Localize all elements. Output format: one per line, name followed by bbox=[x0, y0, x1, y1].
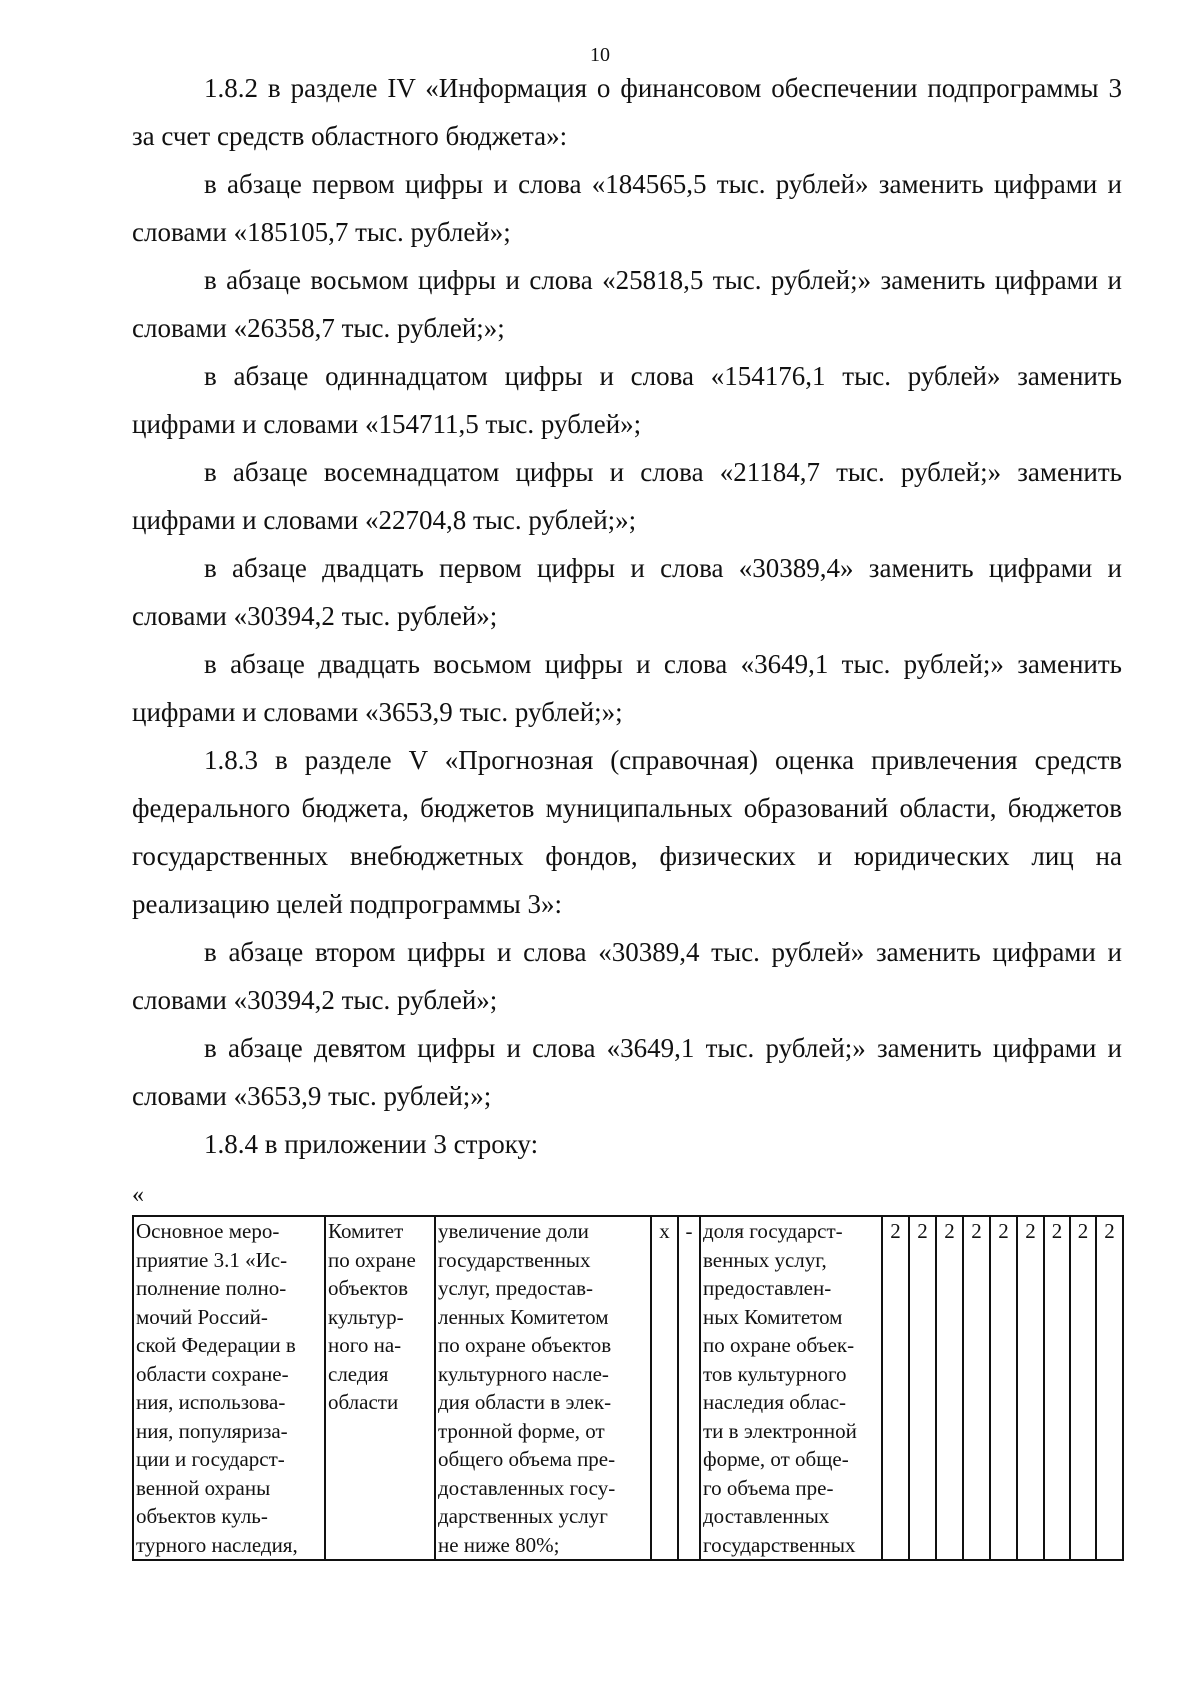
dash-cell: - bbox=[678, 1216, 700, 1560]
page-number: 10 bbox=[590, 44, 610, 66]
opening-quote: « bbox=[132, 1182, 144, 1208]
year-value-cell: 2 bbox=[990, 1216, 1017, 1560]
year-value-cell: 2 bbox=[963, 1216, 990, 1560]
paragraph-abzac-28: в абзаце двадцать восьмом цифры и слова «3649,1 тыс. рублей;» заменить цифрами и словами «3653,9 тыс. рублей;»; bbox=[132, 649, 1122, 727]
table-row bbox=[133, 1216, 1123, 1560]
year-value-cell: 2 bbox=[1096, 1216, 1123, 1560]
paragraph-1-8-4: 1.8.4 в приложении 3 строку: bbox=[204, 1129, 539, 1159]
paragraph-1-8-2: 1.8.2 в разделе IV «Информация о финансовом обеспечении подпрограммы 3 за счет средств областного бюджета»: bbox=[132, 73, 1122, 151]
paragraph-abzac-21: в абзаце двадцать первом цифры и слова «30389,4» заменить цифрами и словами «30394,2 тыс. рублей»; bbox=[132, 553, 1122, 631]
year-value-cell: 2 bbox=[909, 1216, 936, 1560]
paragraph-abzac-2: в абзаце втором цифры и слова «30389,4 тыс. рублей» заменить цифрами и словами «30394,2 тыс. рублей»; bbox=[132, 937, 1122, 1015]
paragraph-abzac-18: в абзаце восемнадцатом цифры и слова «21184,7 тыс. рублей;» заменить цифрами и словами «22704,8 тыс. рублей;»; bbox=[132, 457, 1122, 535]
paragraph-abzac-1: в абзаце первом цифры и слова «184565,5 тыс. рублей» заменить цифрами и словами «185105,7 тыс. рублей»; bbox=[132, 169, 1122, 247]
x-cell: х bbox=[651, 1216, 678, 1560]
paragraph-1-8-3: 1.8.3 в разделе V «Прогнозная (справочная) оценка привлечения средств федерального бюджета, бюджетов муниципальных образований области, бюджетов государственных внебюджетных фондов, физических и юридических лиц на реализацию целей подпрограммы 3»: bbox=[132, 745, 1122, 919]
paragraph-abzac-9: в абзаце девятом цифры и слова «3649,1 тыс. рублей;» заменить цифрами и словами «3653,9 тыс. рублей;»; bbox=[132, 1033, 1122, 1111]
expected-result-cell: увеличение доли государственных услуг, предостав- ленных Комитетом по охране объектов культурного насле- дия области в элек- тронной форме, от общего объема пре- доставленных госу- дарственных услуг не ниже 80%; bbox=[435, 1216, 651, 1560]
indicator-cell: доля государст- венных услуг, предоставлен- ных Комитетом по охране объек- тов культурного наследия облас- ти в электронной форме, от обще- го объема пре- доставленных государственных bbox=[700, 1216, 882, 1560]
paragraph-abzac-8: в абзаце восьмом цифры и слова «25818,5 тыс. рублей;» заменить цифрами и словами «26358,7 тыс. рублей;»; bbox=[132, 265, 1122, 343]
paragraph-abzac-11: в абзаце одиннадцатом цифры и слова «154176,1 тыс. рублей» заменить цифрами и словами «154711,5 тыс. рублей»; bbox=[132, 361, 1122, 439]
year-value-cell: 2 bbox=[1017, 1216, 1044, 1560]
year-value-cell: 2 bbox=[1070, 1216, 1096, 1560]
executor-cell: Комитет по охране объектов культур- ного на- следия области bbox=[325, 1216, 435, 1560]
year-value-cell: 2 bbox=[882, 1216, 909, 1560]
main-activity-cell: Основное меро- приятие 3.1 «Ис- полнение полно- мочий Россий- ской Федерации в области сохране- ния, использова- ния, популяриза- ции и государст- венной охраны объектов куль- турного наследия, bbox=[133, 1216, 325, 1560]
year-value-cell: 2 bbox=[936, 1216, 963, 1560]
year-value-cell: 2 bbox=[1044, 1216, 1070, 1560]
appendix-row-table bbox=[132, 1215, 1124, 1561]
